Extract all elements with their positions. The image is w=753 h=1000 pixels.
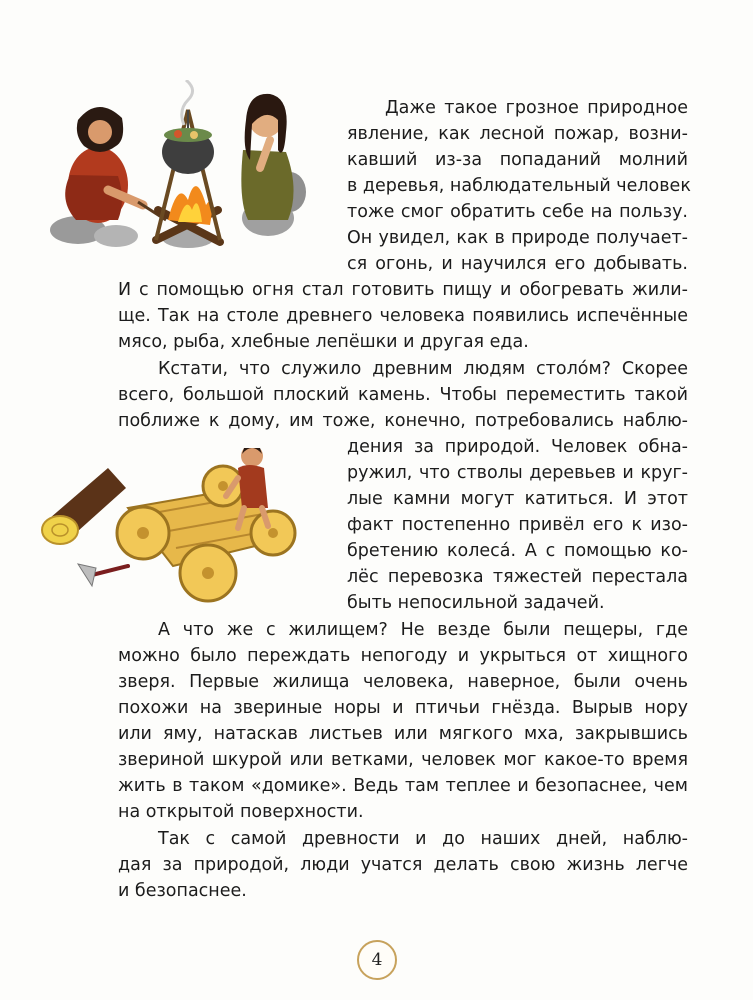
text-line: ще. Так на столе древнего человека появились испечённые xyxy=(118,306,688,326)
text-line: ся огонь, и научился его добывать. xyxy=(347,254,688,274)
text-line: явление, как лесной пожар, возни- xyxy=(347,124,688,144)
text-line: жить в таком «домике». Ведь там теплее и безопаснее, чем xyxy=(118,776,688,796)
text-line: И с помощью огня стал готовить пищу и обогревать жили- xyxy=(118,280,688,300)
text-line: Он увидел, как в природе получает- xyxy=(347,228,688,248)
text-line: можно было переждать непогоду и укрыться от хищного xyxy=(118,646,688,666)
cavemen-campfire-illustration xyxy=(38,80,308,250)
text-line: Так с самой древности и до наших дней, наблю- xyxy=(158,829,688,849)
text-line: похожи на звериные норы и птичьи гнёзда. Вырыв нору xyxy=(118,698,688,718)
text-line: Даже такое грозное природное xyxy=(385,98,688,118)
text-line: поближе к дому, им тоже, конечно, потребовались наблю- xyxy=(118,411,688,431)
text-line: мясо, рыба, хлебные лепёшки и другая еда. xyxy=(118,332,529,352)
text-line: Кстати, что служило древним людям столо́м? Скорее xyxy=(158,359,688,379)
page-number: 4 xyxy=(357,940,397,980)
text-line: быть непосильной задачей. xyxy=(347,593,605,613)
text-line: зверя. Первые жилища человека, наверное, были очень xyxy=(118,672,688,692)
text-line: кавший из-за попаданий молний xyxy=(347,150,688,170)
text-line: на открытой поверхности. xyxy=(118,802,364,822)
text-line: дения за природой. Человек обна- xyxy=(347,437,688,457)
text-line: звериной шкурой или ветками, человек мог какое-то время xyxy=(118,750,688,770)
text-line: и безопаснее. xyxy=(118,881,247,901)
text-line: бретению колеса́. А с помощью ко- xyxy=(347,541,688,561)
text-line: А что же с жилищем? Не везде были пещеры, где xyxy=(158,620,688,640)
text-line: или яму, натаскав листьев или мягкого мха, закрывшись xyxy=(118,724,688,744)
text-line: ружил, что стволы деревьев и круг- xyxy=(347,463,688,483)
text-line: лёс перевозка тяжестей перестала xyxy=(347,567,688,587)
text-line: лые камни могут катиться. И этот xyxy=(347,489,688,509)
text-line: дая за природой, люди учатся делать свою жизнь легче xyxy=(118,855,688,875)
text-line: факт постепенно привёл его к изо- xyxy=(347,515,688,535)
text-line: тоже смог обратить себе на пользу. xyxy=(347,202,688,222)
text-line: в деревья, наблюдательный человек xyxy=(347,176,691,196)
text-line: всего, большой плоский камень. Чтобы переместить такой xyxy=(118,385,688,405)
wooden-cart-illustration xyxy=(38,448,333,618)
